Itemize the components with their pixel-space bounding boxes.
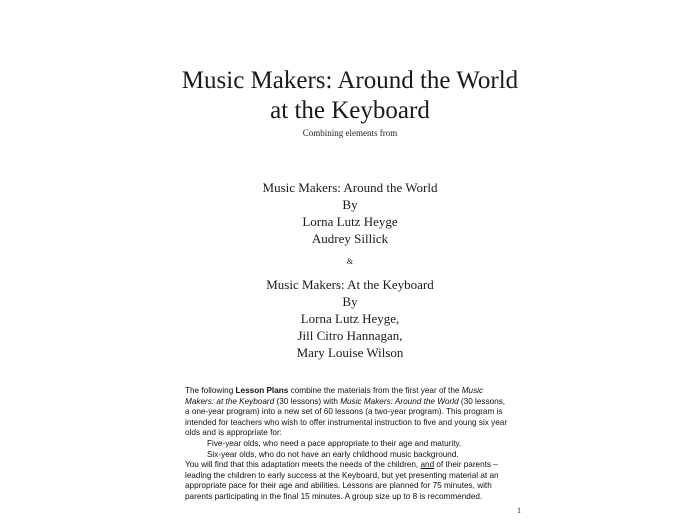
lesson-plans-emphasis: Lesson Plans <box>235 386 289 395</box>
source-by: By <box>342 294 358 309</box>
paragraph-line: The following Lesson Plans combine the materials from the first year of the Music <box>185 386 484 395</box>
paragraph-line: parents participating in the final 15 minutes. A group size up to 8 is recommended. <box>185 491 483 501</box>
paragraph-line: appropriate pace for their age and abilities. Lessons are planned for 75 minutes, with <box>185 481 492 491</box>
source-author: Jill Citro Hannagan, <box>297 328 403 343</box>
title-line-2: at the Keyboard <box>270 97 430 124</box>
list-item-five-year-olds: Five-year olds, who need a pace appropriate to their age and maturity. <box>207 438 462 448</box>
source-by: By <box>342 197 358 212</box>
paragraph-line: Makers: at the Keyboard (30 lessons) with Music Makers: Around the World (30 lessons, <box>185 396 506 406</box>
introduction-paragraph <box>185 386 525 503</box>
paragraph-line: intended for teachers who wish to offer instrumental instruction to five and young six year <box>185 417 508 427</box>
source-author: Audrey Sillick <box>311 231 389 246</box>
paragraph-line: You will find that this adaptation meets the needs of the children, and of their parents – <box>185 460 498 470</box>
subtitle: Combining elements from <box>302 128 398 138</box>
ampersand: & <box>346 257 354 266</box>
source-title: Music Makers: At the Keyboard <box>266 277 434 292</box>
source-title: Music Makers: Around the World <box>262 180 438 195</box>
paragraph-line: leading the children to early success at the Keyboard, but yet presenting material at an <box>185 470 499 480</box>
source-credit-around-the-world <box>0 179 700 247</box>
paragraph-line: olds and is appropriate for: <box>185 428 282 438</box>
page-number: 1 <box>517 506 521 515</box>
source-author: Lorna Lutz Heyge, <box>300 311 400 326</box>
source-author: Mary Louise Wilson <box>296 345 404 360</box>
paragraph-line: a one-year program) into a new set of 60 lessons (a two-year program). This program is <box>185 407 503 417</box>
source-credit-at-the-keyboard <box>0 276 700 361</box>
source-author: Lorna Lutz Heyge <box>302 214 398 229</box>
document-title <box>0 66 700 126</box>
title-line-1: Music Makers: Around the World <box>181 67 519 94</box>
list-item-six-year-olds: Six-year olds, who do not have an early childhood music background. <box>207 449 459 459</box>
